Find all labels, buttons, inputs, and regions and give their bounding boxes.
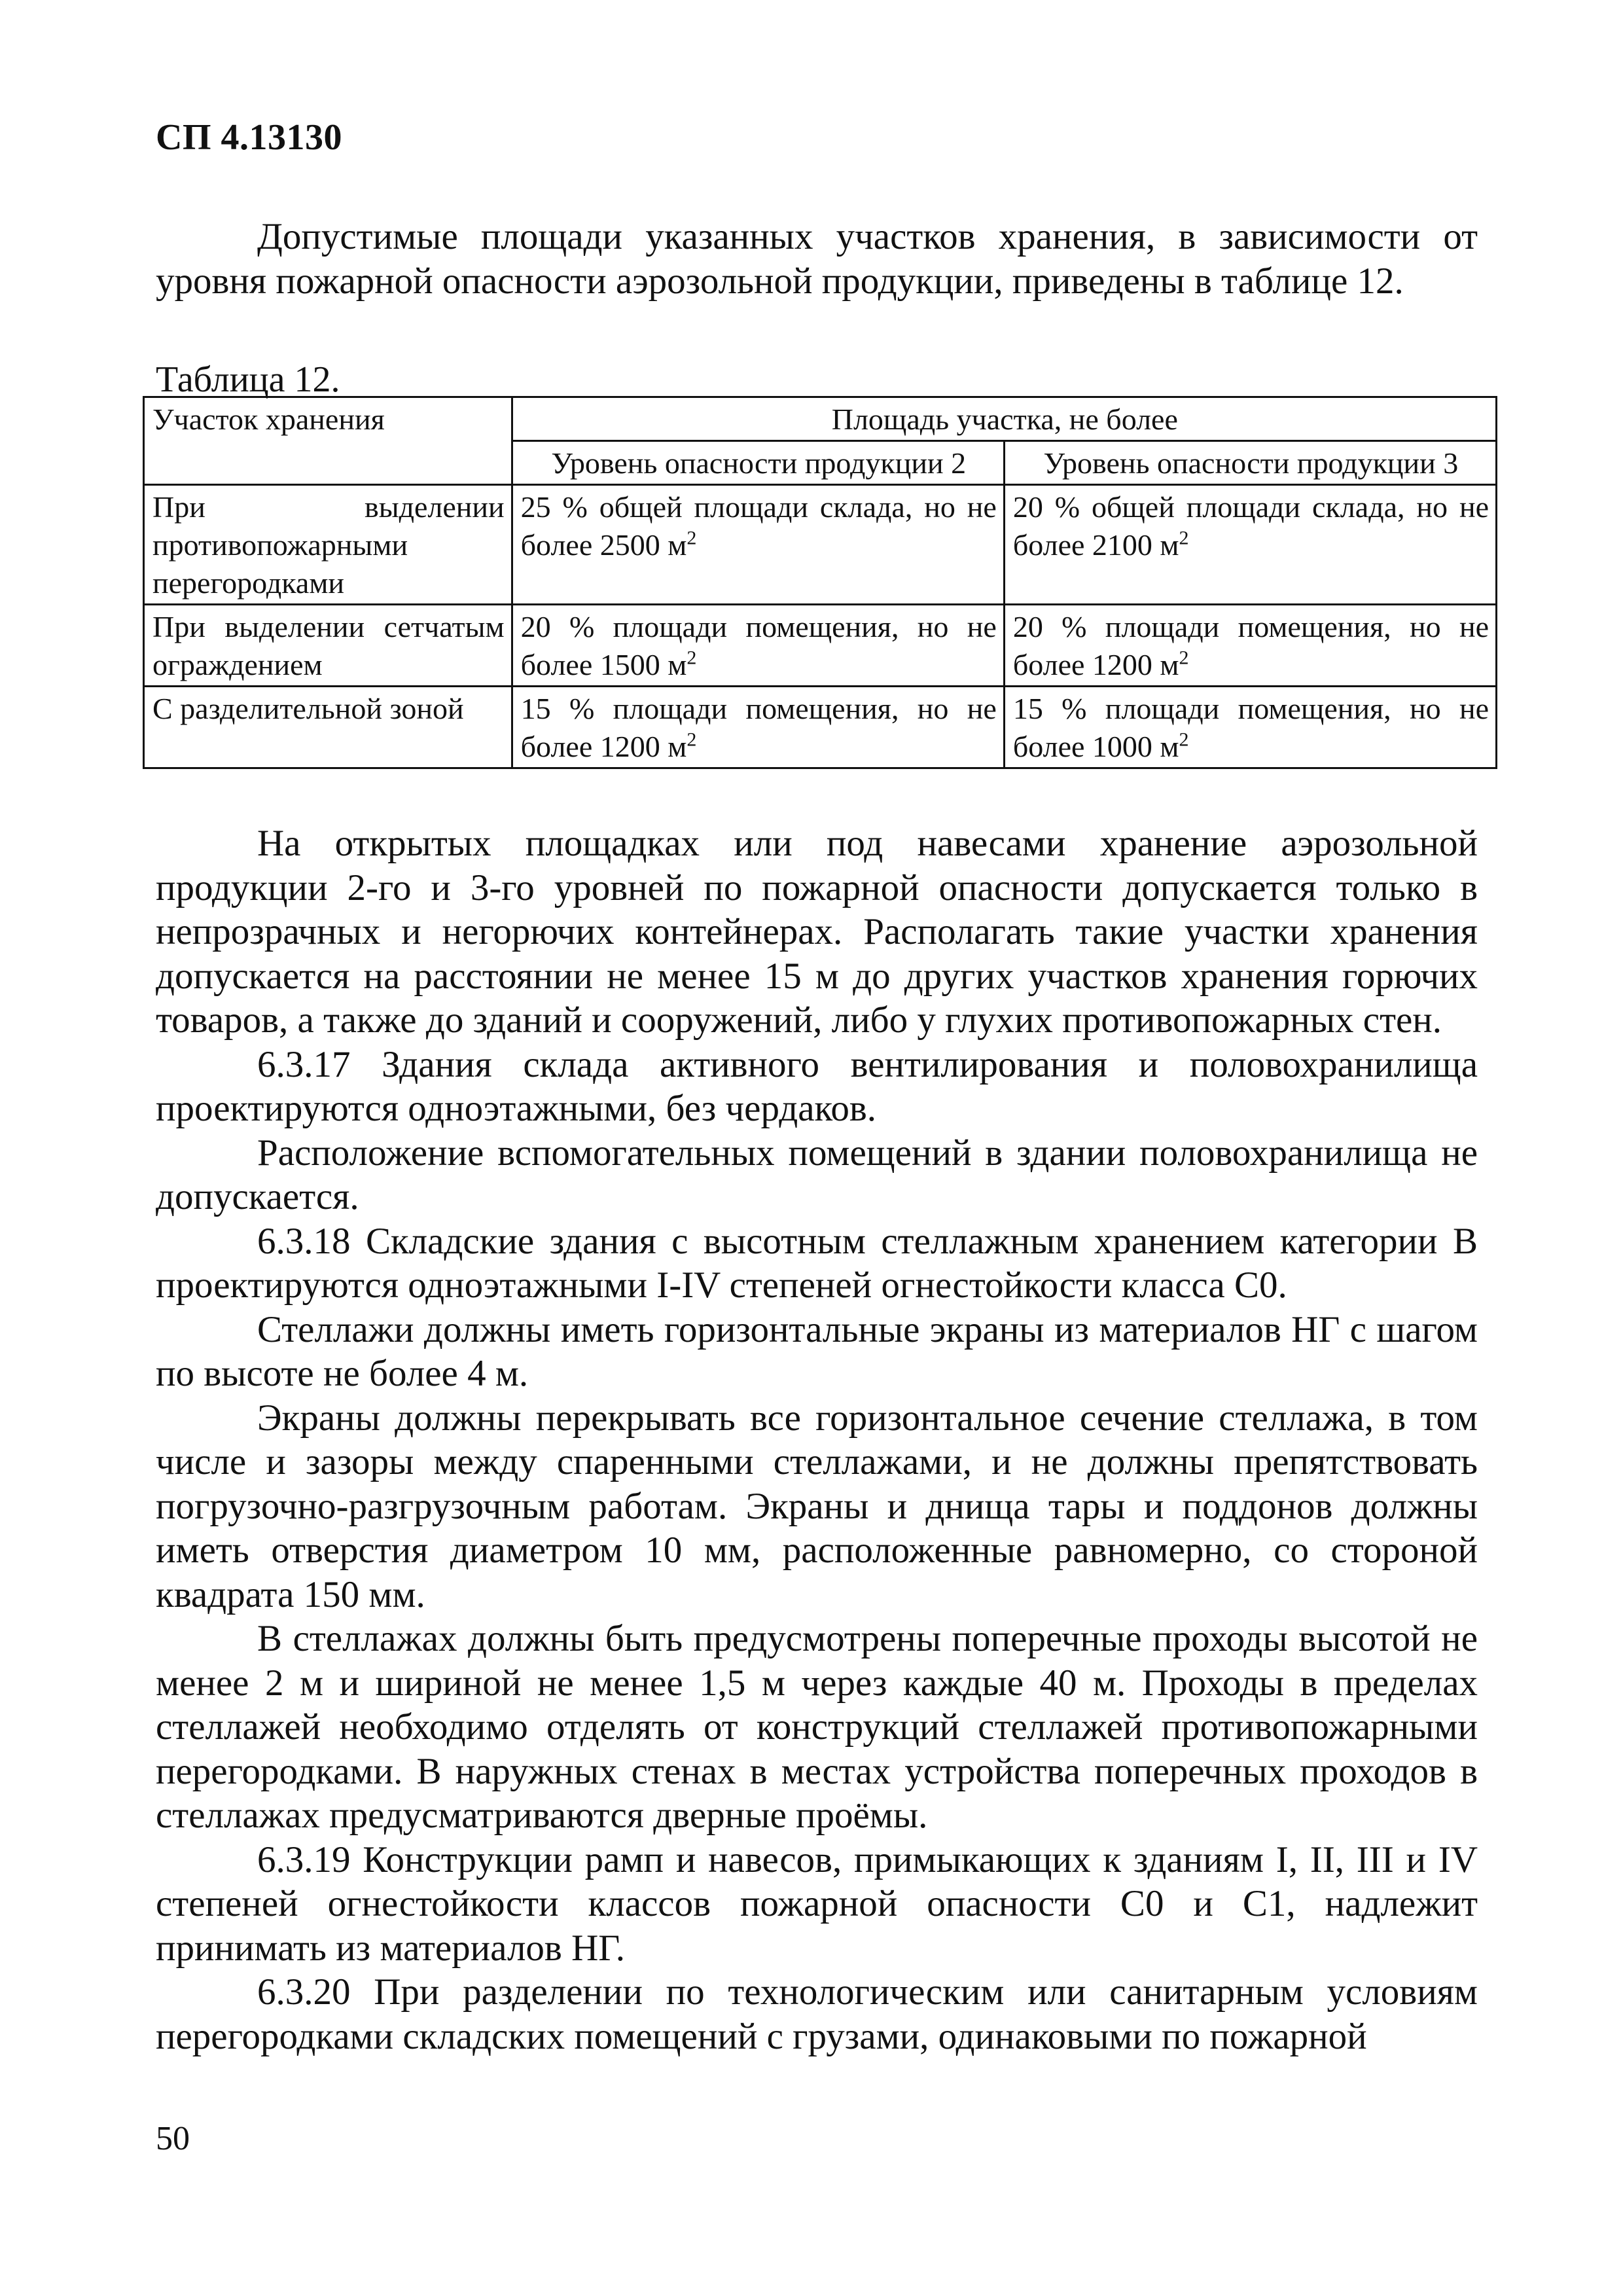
storage-place-header: Участок хранения xyxy=(144,397,512,485)
intro-text-block xyxy=(156,215,1478,303)
area-group-header: Площадь участка, не более xyxy=(512,397,1496,441)
paragraph: 6.3.18 Складские здания с высотным стеллажным хранением категории В проектируются одноэтажными I-IV степеней огнестойкости класса С0. xyxy=(156,1220,1478,1306)
level3-area-cell xyxy=(1004,485,1496,605)
area-unit: м xyxy=(668,730,687,763)
cell-text: 20 % площади помещения, но не более 1200 xyxy=(1012,610,1489,681)
page-number: 50 xyxy=(156,2120,190,2157)
table-header-row xyxy=(144,397,1497,441)
paragraph: Экраны должны перекрывать все горизонтальное сечение стеллажа, в том числе и зазоры между спаренными стеллажами, и не должны препятствовать погрузочно-разгрузочным работам. Экраны и днища тары и поддонов должны иметь отверстия диаметром 10 мм, расположенные равномерно, со стороной квадрата 150 мм. xyxy=(156,1397,1478,1615)
main-text-block xyxy=(156,821,1478,2058)
paragraph: Расположение вспомогательных помещений в здании половохранилища не допускается. xyxy=(156,1132,1478,1217)
level3-area-cell xyxy=(1004,687,1496,768)
storage-place-cell: При выделении противопожарными перегородками xyxy=(144,485,512,605)
paragraph: В стеллажах должны быть предусмотрены поперечные проходы высотой не менее 2 м и шириной не менее 1,5 м через каждые 40 м. Проходы в пределах стеллажей необходимо отделять от конструкций стеллажей противопожарными перегородками. В наружных стенах в местах устройства поперечных проходов в стеллажах предусматриваются дверные проёмы. xyxy=(156,1618,1478,1836)
table-row xyxy=(144,687,1497,768)
area-unit-exponent: 2 xyxy=(687,647,697,669)
level2-header: Уровень опасности продукции 2 xyxy=(512,441,1004,485)
intro-paragraph: Допустимые площади указанных участков хранения, в зависимости от уровня пожарной опасности аэрозольной продукции, приведены в таблице 12. xyxy=(156,216,1478,302)
area-unit: м xyxy=(1160,648,1179,681)
area-unit: м xyxy=(668,528,687,562)
storage-place-cell: При выделении сетчатым ограждением xyxy=(144,605,512,687)
level2-area-cell xyxy=(512,485,1004,605)
storage-area-table xyxy=(143,396,1497,769)
document-code-header: СП 4.13130 xyxy=(156,117,342,158)
paragraph: 6.3.19 Конструкции рамп и навесов, примыкающих к зданиям I, II, III и IV степеней огнестойкости классов пожарной опасности С0 и С1, надлежит принимать из материалов НГ. xyxy=(156,1839,1478,1969)
cell-text: 15 % площади помещения, но не более 1000 xyxy=(1012,692,1489,763)
level2-area-cell xyxy=(512,687,1004,768)
level3-header: Уровень опасности продукции 3 xyxy=(1004,441,1496,485)
table-caption: Таблица 12. xyxy=(156,359,340,400)
level3-area-cell xyxy=(1004,605,1496,687)
cell-text: 15 % площади помещения, но не более 1200 xyxy=(520,692,997,763)
area-unit: м xyxy=(1160,730,1179,763)
table-row xyxy=(144,605,1497,687)
cell-text: 20 % площади помещения, но не более 1500 xyxy=(520,610,997,681)
area-unit-exponent: 2 xyxy=(1179,527,1189,549)
area-unit-exponent: 2 xyxy=(687,527,697,549)
cell-text: 20 % общей площади склада, но не более 2100 xyxy=(1012,490,1489,562)
paragraph: 6.3.17 Здания склада активного вентилирования и половохранилища проектируются одноэтажными, без чердаков. xyxy=(156,1043,1478,1129)
table-row xyxy=(144,485,1497,605)
storage-place-cell: С разделительной зоной xyxy=(144,687,512,768)
paragraph: 6.3.20 При разделении по технологическим или санитарным условиям перегородками складских помещений с грузами, одинаковыми по пожарной xyxy=(156,1971,1478,2057)
area-unit: м xyxy=(1160,528,1179,562)
level2-area-cell xyxy=(512,605,1004,687)
area-unit-exponent: 2 xyxy=(1179,728,1189,751)
paragraph: Стеллажи должны иметь горизонтальные экраны из материалов НГ с шагом по высоте не более 4 м. xyxy=(156,1308,1478,1394)
paragraph: На открытых площадках или под навесами хранение аэрозольной продукции 2-го и 3-го уровней по пожарной опасности допускается только в непрозрачных и негорючих контейнерах. Располагать такие участки хранения допускается на расстоянии не менее 15 м до других участков хранения горючих товаров, а также до зданий и сооружений, либо у глухих противопожарных стен. xyxy=(156,823,1478,1041)
area-unit: м xyxy=(668,648,687,681)
cell-text: 25 % общей площади склада, но не более 2500 xyxy=(520,490,997,562)
area-unit-exponent: 2 xyxy=(1179,647,1189,669)
area-unit-exponent: 2 xyxy=(687,728,697,751)
